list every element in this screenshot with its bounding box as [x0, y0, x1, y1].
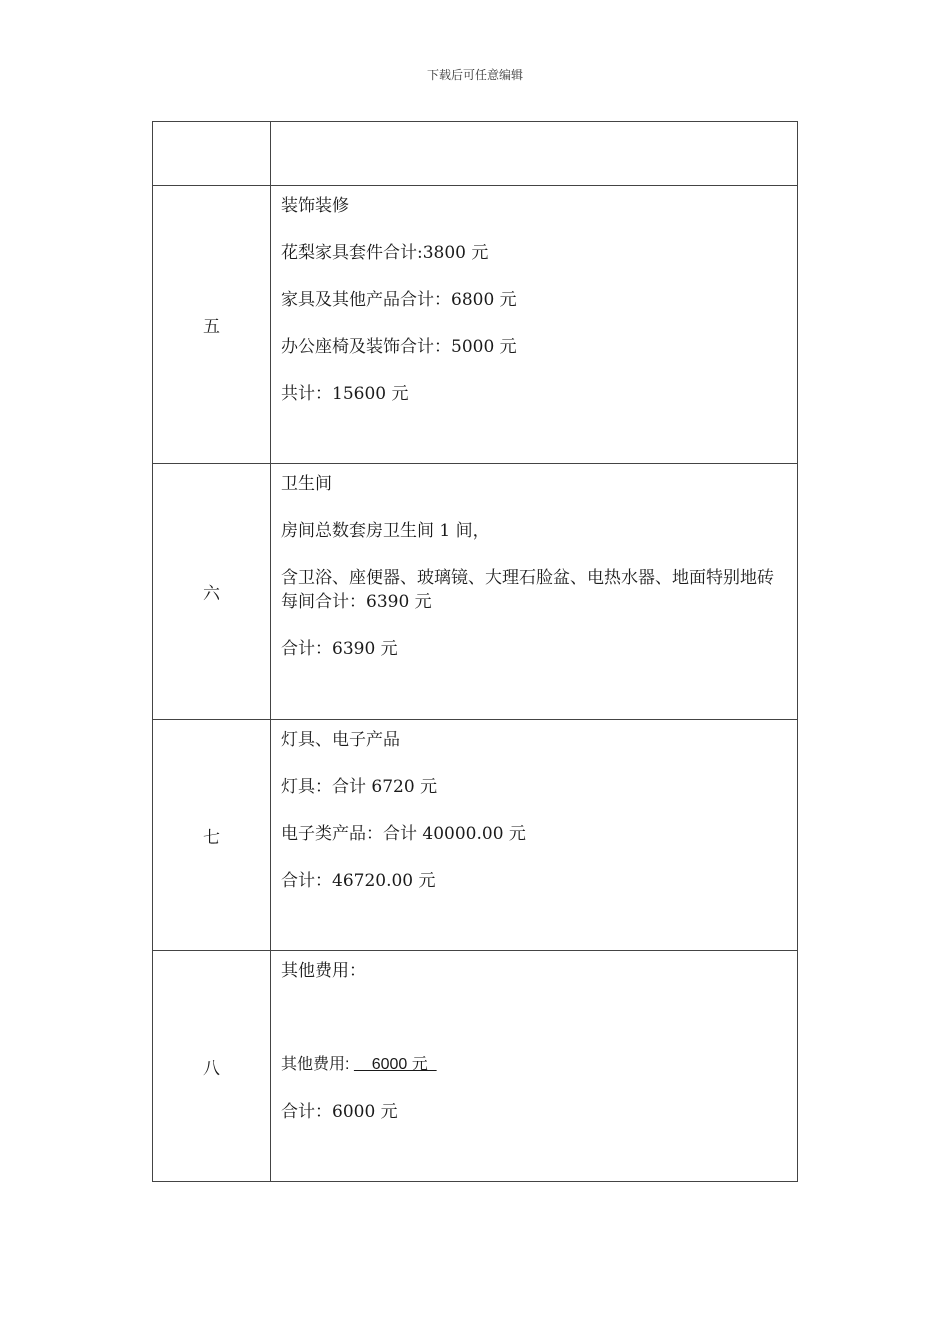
blank-gap: [281, 1006, 783, 1053]
section-title: 卫生间: [281, 474, 332, 494]
line-item: 办公座椅及装饰合计：5000 元: [281, 337, 517, 357]
section-content-eight: [271, 951, 798, 1182]
table-row-blank: [153, 122, 798, 186]
section-title: 灯具、电子产品: [281, 730, 400, 750]
section-total: 合计：6390 元: [281, 639, 398, 659]
line-item: 灯具：合计 6720 元: [281, 777, 438, 797]
section-number: 五: [153, 186, 271, 464]
section-title: 装饰装修: [281, 196, 349, 216]
line-item: 房间总数套房卫生间 1 间，: [281, 521, 490, 541]
section-number: 七: [153, 720, 271, 951]
section-number: 六: [153, 464, 271, 720]
line-item: 电子类产品：合计 40000.00 元: [281, 824, 526, 844]
line-item: 家具及其他产品合计：6800 元: [281, 290, 517, 310]
section-title: 其他费用：: [281, 961, 366, 981]
table-row-seven: [153, 720, 798, 951]
content-cell-blank: [271, 122, 798, 186]
number-cell-blank: [153, 122, 271, 186]
other-fee-amount: 6000 元: [353, 1056, 437, 1073]
section-total: 共计：15600 元: [281, 384, 409, 404]
section-total: 合计：46720.00 元: [281, 871, 436, 891]
table-row-six: [153, 464, 798, 720]
header-note: 下载后可任意编辑: [426, 68, 523, 82]
table-row-eight: [153, 951, 798, 1182]
other-fee-line: [281, 1053, 783, 1077]
section-total: 合计：6000 元: [281, 1102, 398, 1122]
line-item: 花梨家具套件合计:3800 元: [281, 243, 489, 263]
budget-table: [152, 121, 798, 1182]
table-row-five: [153, 186, 798, 464]
other-fee-label: 其他费用:: [281, 1056, 350, 1073]
line-item: 含卫浴、座便器、玻璃镜、大理石脸盆、电热水器、地面特别地砖每间合计：6390 元: [281, 568, 774, 612]
section-content-five: [271, 186, 798, 464]
section-number: 八: [153, 951, 271, 1182]
section-content-six: [271, 464, 798, 720]
section-content-seven: [271, 720, 798, 951]
